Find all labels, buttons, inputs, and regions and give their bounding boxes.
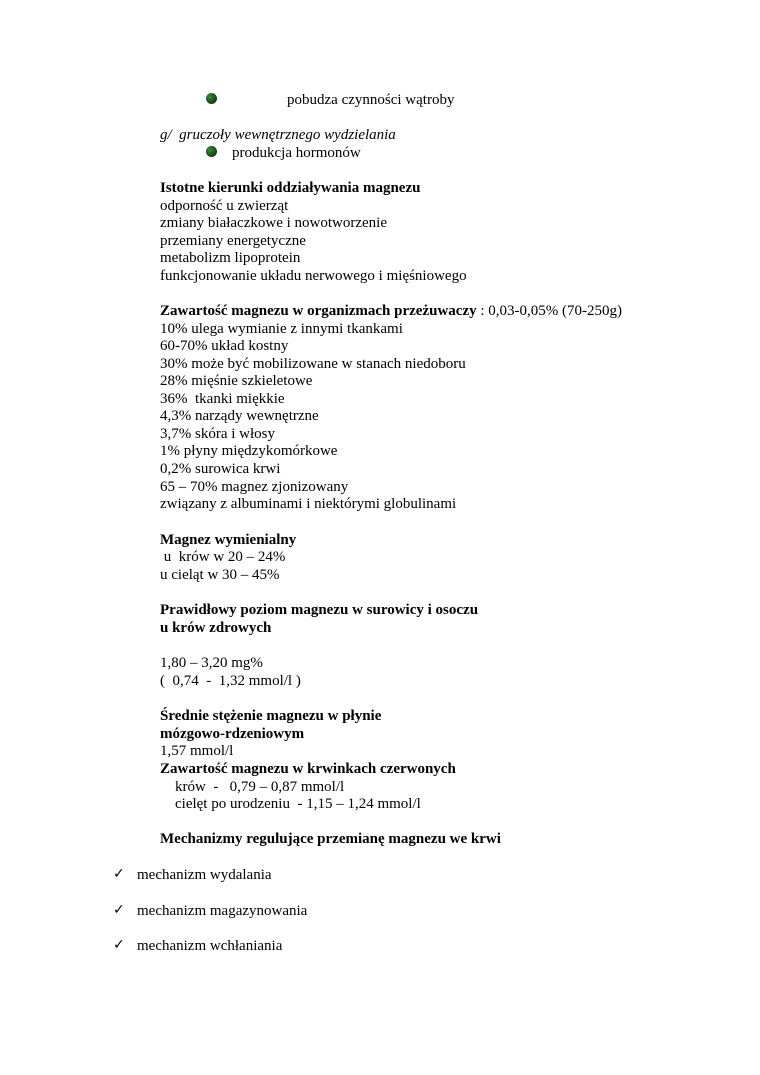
content-heading-value: : 0,03-0,05% (70-250g) [476, 303, 623, 319]
checkmark-icon: ✓ [113, 937, 125, 953]
normal-level-value: 1,80 – 3,20 mg% [160, 655, 263, 671]
glands-item: produkcja hormonów [232, 145, 361, 161]
list-item: przemiany energetyczne [160, 233, 306, 249]
normal-level-heading-cont: u krów zdrowych [160, 620, 272, 636]
csf-heading-cont: mózgowo-rdzeniowym [160, 726, 305, 742]
mechanisms-heading: Mechanizmy regulujące przemianę magnezu we krwi [160, 831, 501, 847]
normal-level-heading: Prawidłowy poziom magnezu w surowicy i osoczu [160, 602, 479, 618]
list-item: u krów w 20 – 24% [160, 549, 286, 565]
green-bullet-icon [206, 93, 217, 104]
green-bullet-icon [206, 146, 217, 157]
normal-level-value-mmol: ( 0,74 - 1,32 mmol/l ) [160, 673, 301, 689]
csf-heading: Średnie stężenie magnezu w płynie [160, 708, 382, 724]
list-item: 28% mięśnie szkieletowe [160, 373, 313, 389]
list-item: 4,3% narządy wewnętrzne [160, 408, 319, 424]
directions-heading: Istotne kierunki oddziaływania magnezu [160, 180, 421, 196]
list-item: 1% płyny międzykomórkowe [160, 443, 338, 459]
list-item: 30% może być mobilizowane w stanach niedoboru [160, 356, 466, 372]
list-item: 65 – 70% magnez zjonizowany [160, 479, 349, 495]
rbc-calves: cielęt po urodzeniu - 1,15 – 1,24 mmol/l [175, 796, 421, 812]
liver-text: pobudza czynności wątroby [287, 92, 455, 108]
list-item: funkcjonowanie układu nerwowego i mięśniowego [160, 268, 467, 284]
exchangeable-heading: Magnez wymienialny [160, 532, 297, 548]
list-item: odporność u zwierząt [160, 198, 289, 214]
content-heading [160, 302, 622, 320]
list-item: mechanizm wchłaniania [137, 938, 283, 954]
list-item: związany z albuminami i niektórymi globulinami [160, 496, 457, 512]
rbc-heading: Zawartość magnezu w krwinkach czerwonych [160, 761, 456, 777]
glands-heading: g/ gruczoły wewnętrznego wydzielania [160, 127, 396, 143]
list-item: 10% ulega wymianie z innymi tkankami [160, 321, 403, 337]
list-item: metabolizm lipoprotein [160, 250, 301, 266]
checkmark-icon: ✓ [113, 902, 125, 918]
checkmark-icon: ✓ [113, 866, 125, 882]
list-item: 3,7% skóra i włosy [160, 426, 275, 442]
list-item: 0,2% surowica krwi [160, 461, 281, 477]
content-heading-bold: Zawartość magnezu w organizmach przeżuwaczy [160, 303, 477, 319]
list-item: zmiany białaczkowe i nowotworzenie [160, 215, 387, 231]
csf-value: 1,57 mmol/l [160, 743, 234, 759]
list-item: mechanizm magazynowania [137, 903, 308, 919]
list-item: u cieląt w 30 – 45% [160, 567, 280, 583]
rbc-cows: krów - 0,79 – 0,87 mmol/l [175, 779, 345, 795]
list-item: 60-70% układ kostny [160, 338, 289, 354]
list-item: mechanizm wydalania [137, 867, 272, 883]
list-item: 36% tkanki miękkie [160, 391, 285, 407]
